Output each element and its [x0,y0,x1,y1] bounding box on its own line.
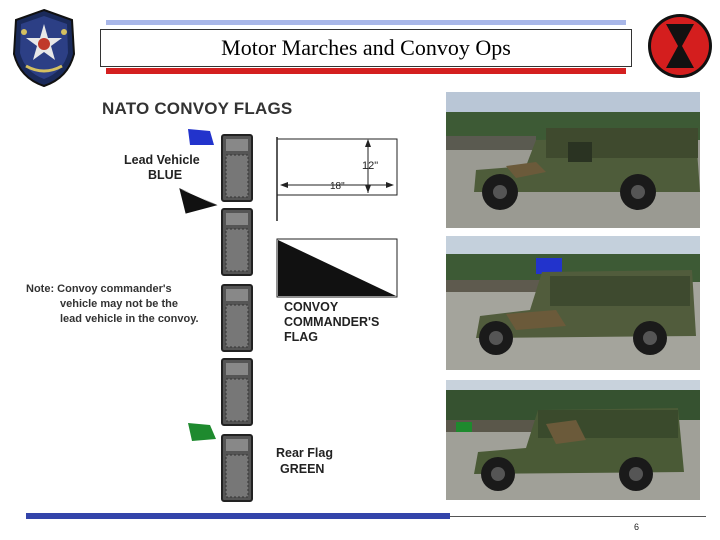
vehicle-2-icon [222,209,252,275]
dimension-height: 12" [362,160,379,172]
unit-insignia-left-icon [12,8,76,88]
lead-blue-flag-icon [188,129,214,145]
footer-blue-bar [26,513,450,519]
commander-flag-small-icon [180,189,216,213]
note-line-1: Note: Convoy commander's [26,283,172,295]
page-number: 6 [634,522,640,532]
convoy-flags-diagram [20,95,440,515]
slide-title: Motor Marches and Convoy Ops [221,35,511,60]
division-insignia-right-icon [646,12,714,80]
diagram-heading: NATO CONVOY FLAGS [102,99,293,118]
lead-vehicle-label: Lead Vehicle [124,153,200,167]
rear-flag-label: Rear Flag [276,446,333,460]
vehicle-4-icon [222,359,252,425]
title-box [100,29,632,67]
footer-line [450,516,706,517]
humvee-photo-2 [446,236,700,370]
vehicle-3-icon [222,285,252,351]
title-top-bar [106,20,626,25]
vehicle-1-icon [222,135,252,201]
note-line-2: vehicle may not be the [60,298,178,310]
rear-green-flag-icon [188,423,216,441]
commander-flag-label-3: FLAG [284,330,319,344]
title-red-bar [106,68,626,74]
humvee-photo-1 [446,92,700,228]
commander-flag-label-2: COMMANDER'S [284,315,380,329]
commander-flag-large-icon [277,239,397,297]
note-line-3: lead vehicle in the convoy. [60,313,199,325]
rear-flag-color: GREEN [280,462,325,476]
lead-vehicle-color: BLUE [148,168,183,182]
dimension-width: 18" [330,181,345,192]
humvee-photo-3 [446,380,700,500]
commander-flag-label-1: CONVOY [284,300,339,314]
vehicle-5-icon [222,435,252,501]
